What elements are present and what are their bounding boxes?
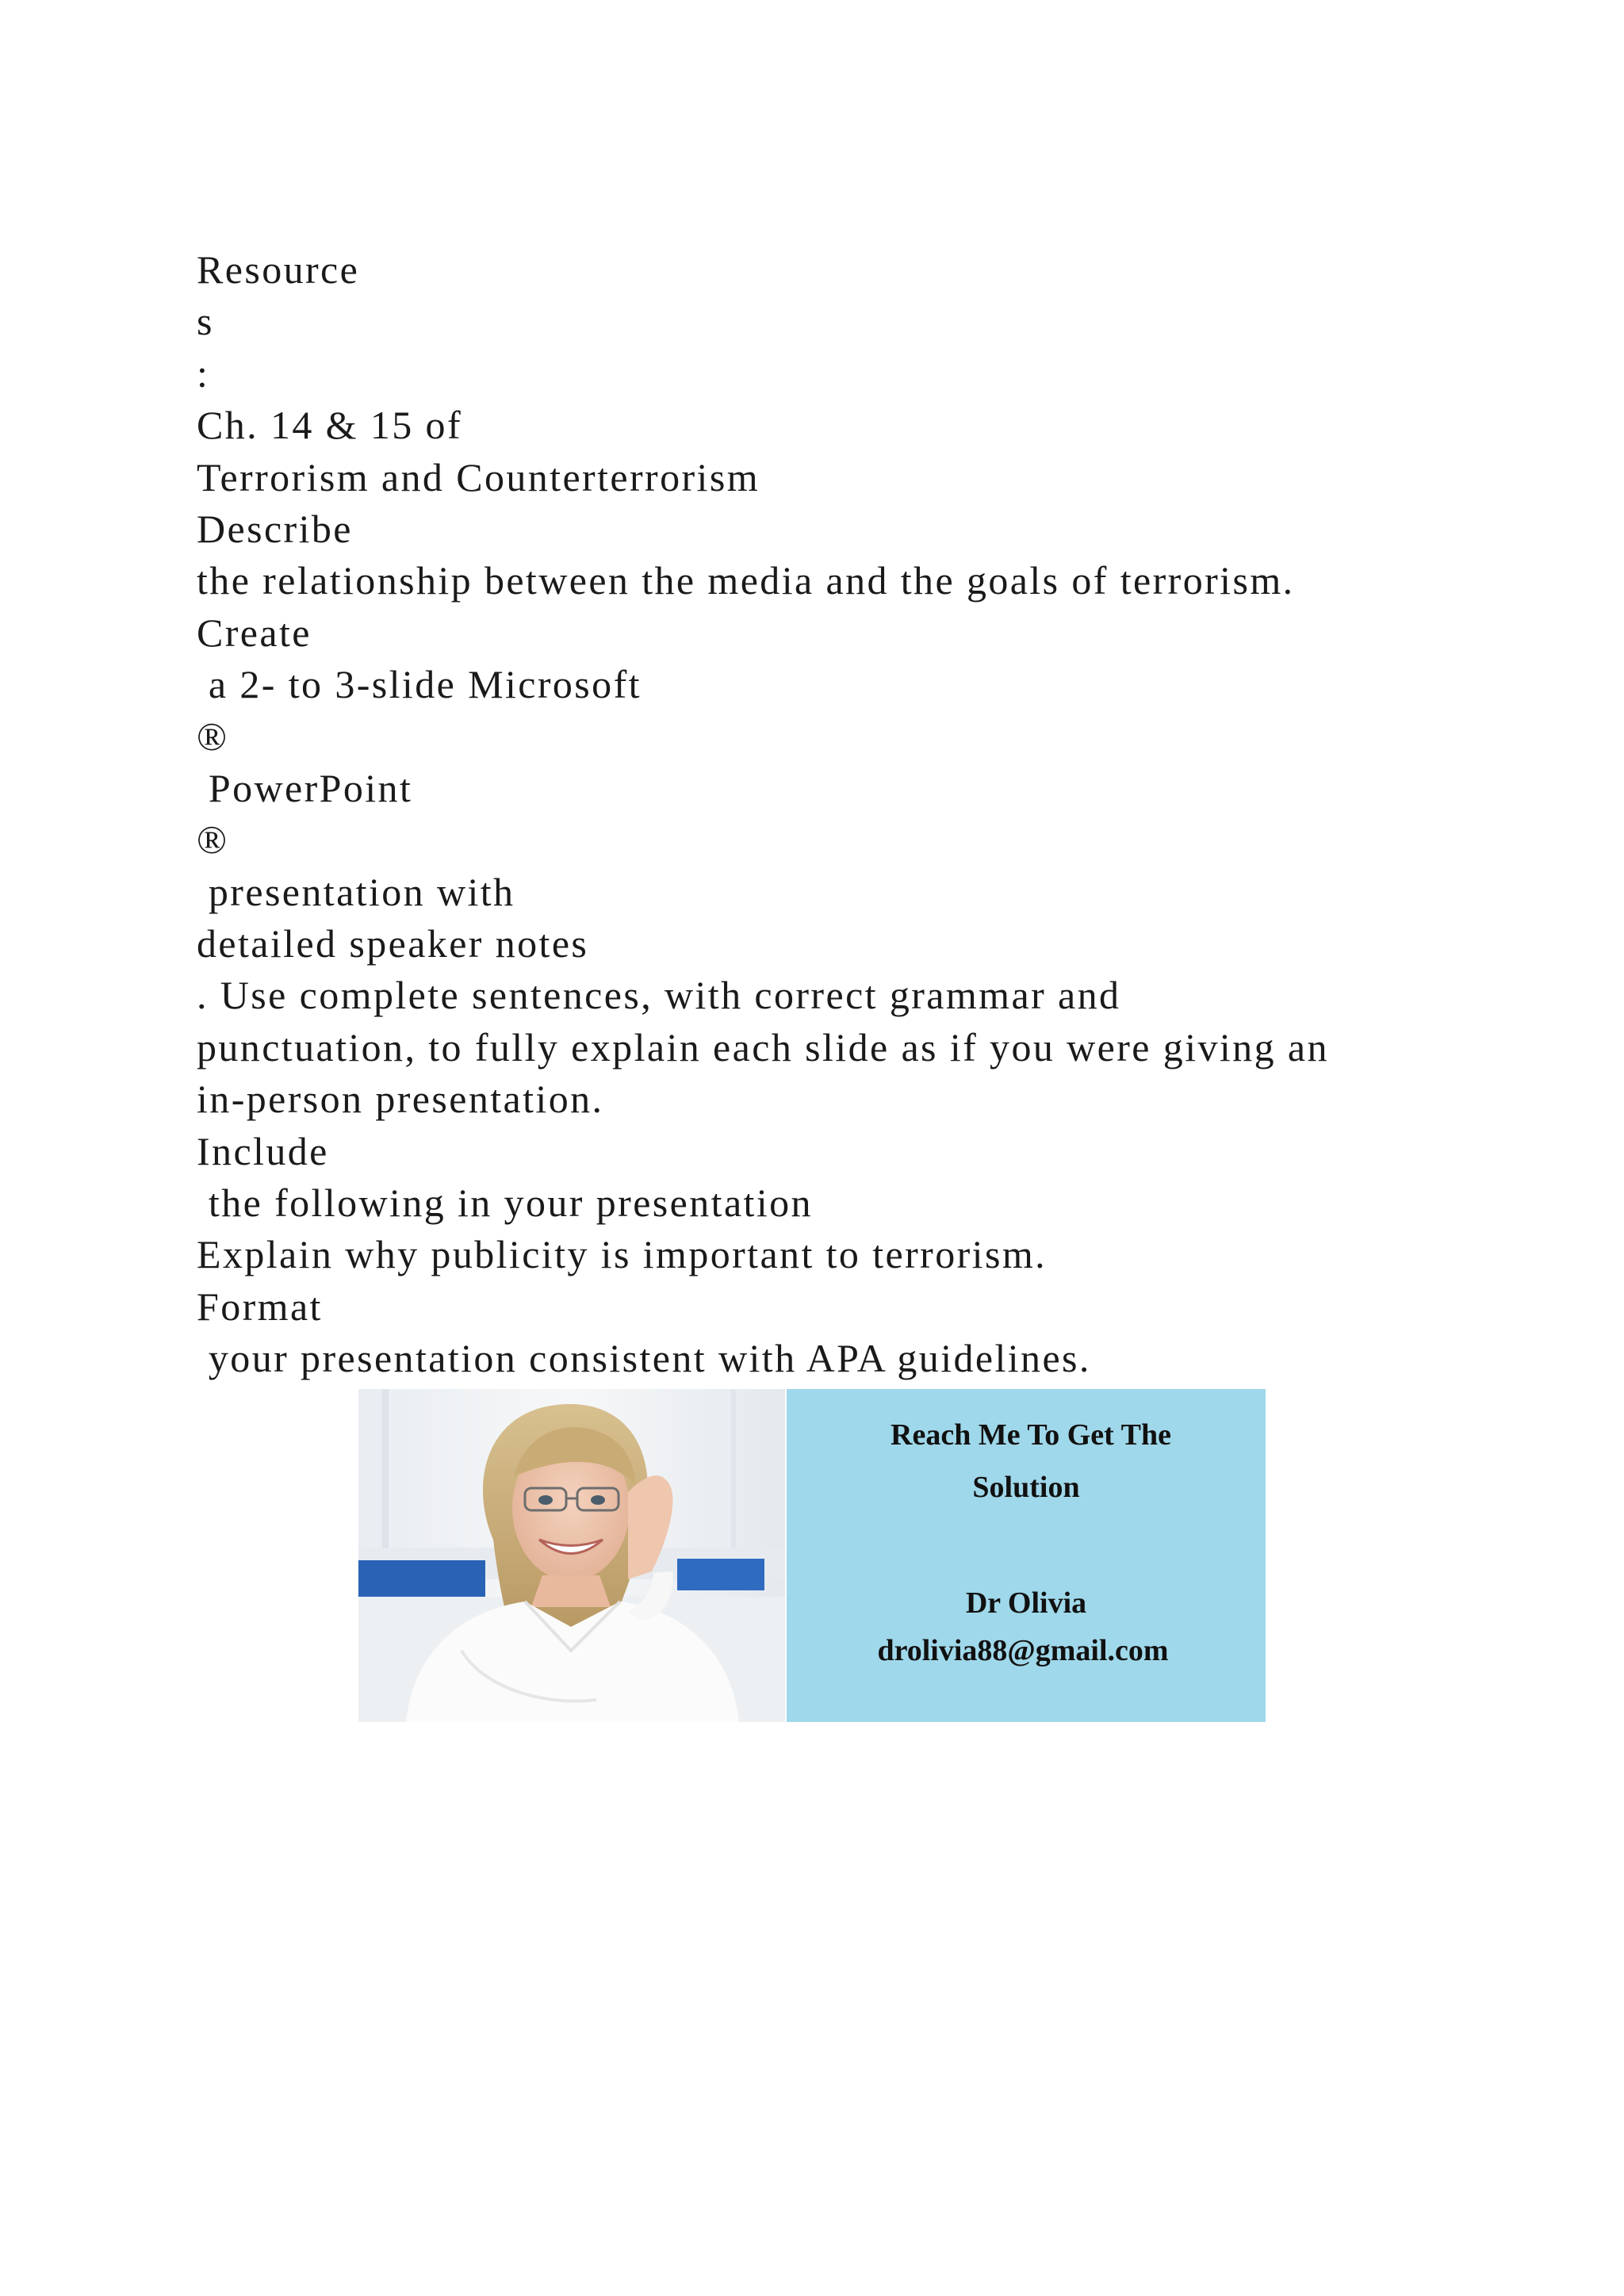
text-line-format: Format bbox=[197, 1284, 323, 1329]
text-line-create: Create bbox=[197, 610, 312, 655]
contact-headline-1: Reach Me To Get The bbox=[891, 1418, 1171, 1452]
text-line-slide-count: a 2- to 3-slide Microsoft bbox=[197, 662, 642, 707]
text-line-describe: Describe bbox=[197, 506, 353, 551]
text-line-chapters: Ch. 14 & 15 of bbox=[197, 403, 462, 448]
contact-info-box bbox=[787, 1389, 1266, 1722]
text-line-resources-2: s bbox=[197, 299, 214, 344]
woman-photo bbox=[358, 1389, 785, 1722]
text-line-publicity: Explain why publicity is important to terrorism. bbox=[197, 1232, 1048, 1277]
contact-email: drolivia88@gmail.com bbox=[877, 1634, 1169, 1667]
text-line-powerpoint: PowerPoint bbox=[197, 765, 413, 810]
text-line-relationship: the relationship between the media and the goals of terrorism. bbox=[197, 558, 1295, 603]
text-line-complete-sentences: . Use complete sentences, with correct grammar and bbox=[197, 973, 1121, 1018]
text-line-include: Include bbox=[197, 1128, 329, 1173]
text-line-following: the following in your presentation bbox=[197, 1181, 813, 1226]
text-line-resources-1: Resource bbox=[197, 247, 360, 292]
text-line-registered-2: ® bbox=[197, 817, 229, 863]
text-line-registered-1: ® bbox=[197, 714, 229, 759]
text-line-apa: your presentation consistent with APA guidelines. bbox=[197, 1336, 1091, 1381]
contact-name: Dr Olivia bbox=[965, 1586, 1087, 1620]
contact-banner bbox=[358, 1389, 1266, 1722]
text-line-punctuation: punctuation, to fully explain each slide as if you were giving an bbox=[197, 1024, 1329, 1070]
text-line-presentation-with: presentation with bbox=[197, 869, 515, 914]
text-line-book-title: Terrorism and Counterterrorism bbox=[197, 454, 760, 499]
assignment-text bbox=[197, 244, 1497, 1385]
text-line-in-person: in-person presentation. bbox=[197, 1077, 604, 1122]
contact-headline-2: Solution bbox=[972, 1471, 1080, 1504]
text-line-speaker-notes: detailed speaker notes bbox=[197, 921, 589, 966]
text-line-resources-colon: : bbox=[197, 350, 210, 396]
